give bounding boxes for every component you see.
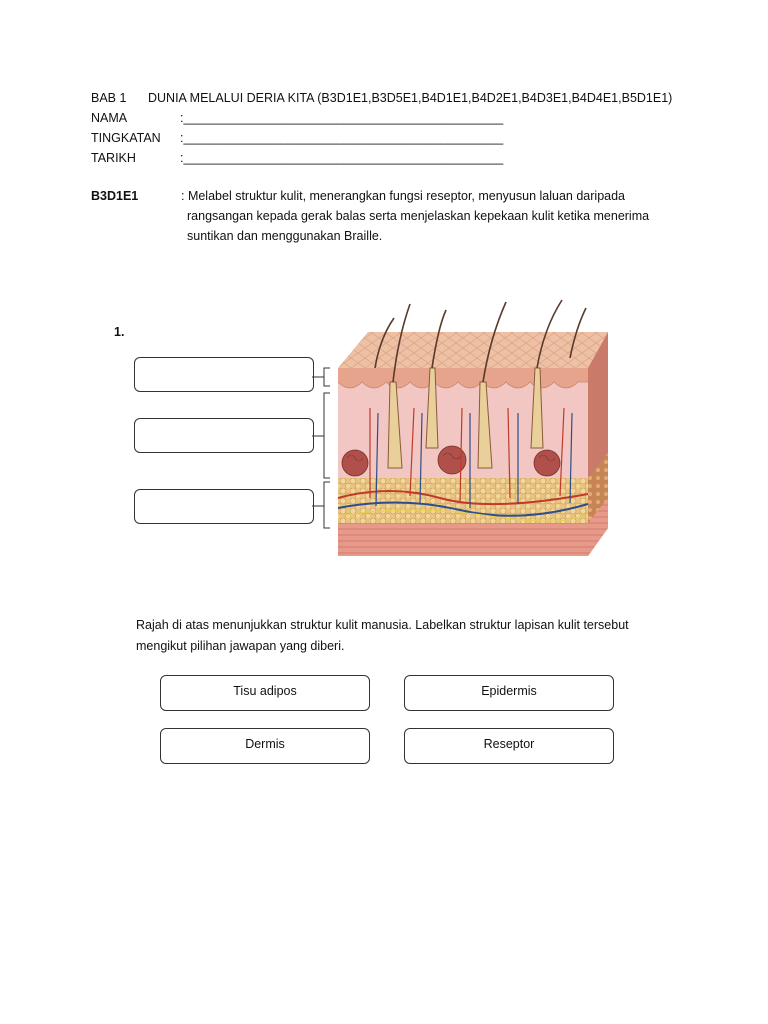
field-input-tingkatan[interactable]: :______________________________________________ xyxy=(180,131,504,145)
field-label-tarikh: TARIKH xyxy=(91,151,136,165)
choice-reseptor: Reseptor xyxy=(404,728,614,764)
chapter-label: BAB 1 xyxy=(91,91,127,105)
field-label-tingkatan: TINGKATAN xyxy=(91,131,161,145)
answer-box-1[interactable] xyxy=(134,357,314,392)
question-instruction-line-2: mengikut pilihan jawapan yang diberi. xyxy=(136,639,345,653)
muscle-layer xyxy=(338,523,588,556)
choice-tisu-adipos: Tisu adipos xyxy=(160,675,370,711)
chapter-title: DUNIA MELALUI DERIA KITA (B3D1E1,B3D5E1,B4D1E1,B4D2E1,B4D3E1,B4D4E1,B5D1E1) xyxy=(148,91,673,105)
epidermis-layer xyxy=(338,368,588,382)
objective-line-2: rangsangan kepada gerak balas serta menjelaskan kepekaan kulit ketika menerima xyxy=(187,209,650,223)
choice-dermis: Dermis xyxy=(160,728,370,764)
answer-box-2[interactable] xyxy=(134,418,314,453)
field-input-nama[interactable]: :______________________________________________ xyxy=(180,111,504,125)
objective-code: B3D1E1 xyxy=(91,189,139,203)
objective-line-3: suntikan dan menggunakan Braille. xyxy=(187,229,383,243)
question-number: 1. xyxy=(114,325,125,339)
field-label-nama: NAMA xyxy=(91,111,128,125)
skin-structure-diagram xyxy=(330,298,612,560)
field-input-tarikh[interactable]: :______________________________________________ xyxy=(180,151,504,165)
question-instruction-line-1: Rajah di atas menunjukkan struktur kulit manusia. Labelkan struktur lapisan kulit tersebut xyxy=(136,618,629,632)
choice-epidermis: Epidermis xyxy=(404,675,614,711)
objective-line-1: : Melabel struktur kulit, menerangkan fungsi reseptor, menyusun laluan daripada xyxy=(181,189,626,203)
answer-box-3[interactable] xyxy=(134,489,314,524)
